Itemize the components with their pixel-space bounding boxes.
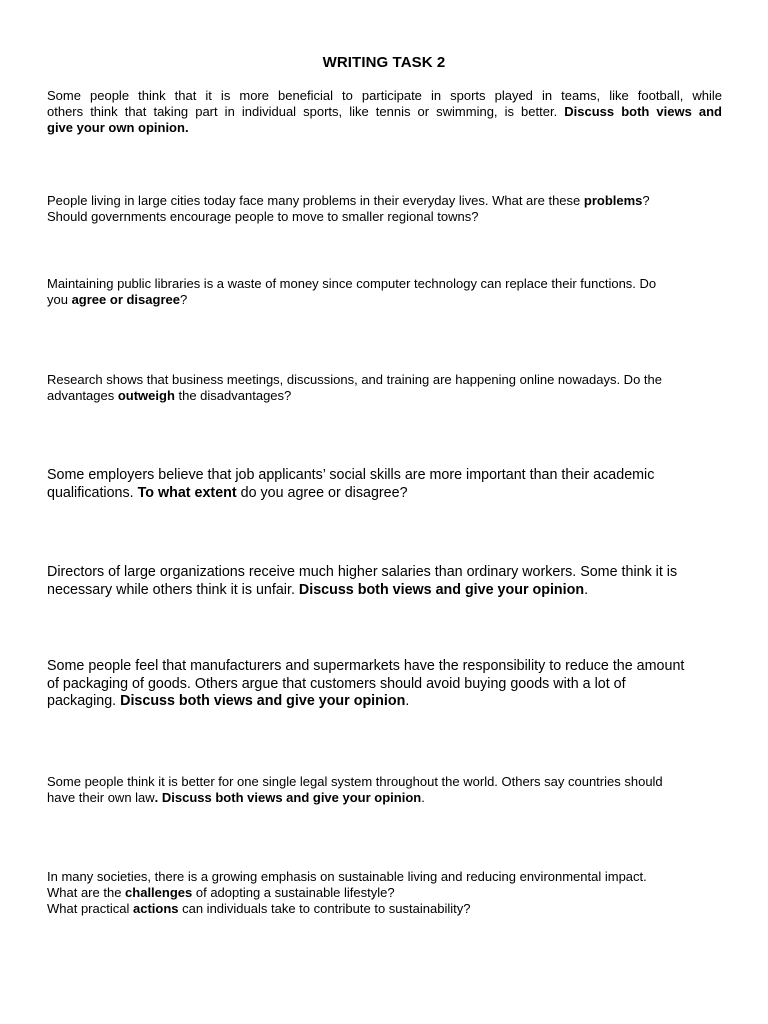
- task-text: Research shows that business meetings, discussions, and training are happening online nowadays. Do the: [47, 372, 662, 387]
- task-text: Some employers believe that job applicants’ social skills are more important than their academic: [47, 467, 655, 483]
- task-line: [47, 104, 722, 120]
- task-line: [47, 467, 722, 485]
- task-line: [47, 372, 722, 388]
- task-keyword: actions: [132, 901, 179, 916]
- task-prompt: [47, 467, 722, 502]
- task-line: [47, 193, 722, 209]
- task-line: [47, 485, 722, 503]
- task-prompt: [47, 564, 722, 599]
- task-text: ?: [179, 292, 188, 307]
- task-prompt: [47, 193, 722, 225]
- task-text: What are the: [47, 885, 126, 900]
- task-instruction: Discuss both views and give your opinion: [120, 693, 406, 709]
- task-instruction: Discuss both views and: [564, 104, 722, 119]
- task-text: Some people think that it is more beneficial to participate in sports played in teams, like football, while: [47, 88, 722, 103]
- task-line: [47, 276, 722, 292]
- task-text: .: [584, 581, 589, 598]
- task-instruction: . Discuss both views and give your opinion: [154, 790, 422, 805]
- task-prompt: [47, 658, 722, 711]
- task-text: What practical: [47, 901, 133, 916]
- task-line: [47, 885, 722, 901]
- task-text: ?: [642, 193, 650, 208]
- task-text: Some people feel that manufacturers and supermarkets have the responsibility to reduce the amount: [47, 658, 685, 674]
- task-line: [47, 88, 722, 104]
- task-text: of packaging of goods. Others argue that customers should avoid buying goods with a lot of: [47, 675, 626, 692]
- task-line: [47, 209, 722, 225]
- task-prompt: [47, 88, 722, 136]
- task-line: [47, 774, 722, 790]
- task-text: Directors of large organizations receive much higher salaries than ordinary workers. Some think it is: [47, 564, 678, 580]
- page-title: WRITING TASK 2: [322, 54, 446, 71]
- task-text: In many societies, there is a growing emphasis on sustainable living and reducing environmental impact.: [47, 869, 647, 884]
- task-keyword: outweigh: [117, 388, 175, 403]
- task-text: .: [421, 790, 425, 805]
- task-text: Should governments encourage people to move to smaller regional towns?: [47, 209, 479, 224]
- task-line: [47, 120, 722, 136]
- task-prompt: [47, 276, 722, 308]
- task-keyword: problems: [583, 193, 643, 208]
- task-instruction: Discuss both views and give your opinion: [298, 581, 585, 598]
- task-prompt: [47, 774, 722, 806]
- task-line: [47, 292, 722, 308]
- task-text: necessary while others think it is unfair.: [47, 581, 299, 598]
- task-line: [47, 676, 722, 694]
- task-line: [47, 564, 722, 582]
- task-text: the disadvantages?: [174, 388, 292, 403]
- task-line: [47, 790, 722, 806]
- task-prompt: [47, 372, 722, 404]
- task-prompt: [47, 869, 722, 917]
- task-text: advantages: [47, 388, 118, 403]
- task-text: can individuals take to contribute to sustainability?: [178, 901, 471, 916]
- task-line: [47, 901, 722, 917]
- task-text: Maintaining public libraries is a waste of money since computer technology can replace their functions. Do: [47, 276, 657, 291]
- task-text: do you agree or disagree?: [236, 484, 408, 501]
- task-line: [47, 693, 722, 711]
- task-line: [47, 869, 722, 885]
- task-text: Some people think it is better for one single legal system throughout the world. Others say countries should: [47, 774, 663, 789]
- task-line: [47, 658, 722, 676]
- task-line: [47, 388, 722, 404]
- task-text: qualifications.: [47, 484, 138, 501]
- task-instruction: give your own opinion.: [47, 120, 189, 135]
- task-text: you: [47, 292, 72, 307]
- task-text: .: [405, 693, 410, 709]
- task-keyword: challenges: [125, 885, 193, 900]
- task-text: People living in large cities today face many problems in their everyday lives. What are these: [47, 193, 584, 208]
- task-text: have their own law: [47, 790, 155, 805]
- task-line: [47, 582, 722, 600]
- task-text: others think that taking part in individual sports, like tennis or swimming, is better.: [47, 104, 565, 119]
- task-text: packaging.: [47, 693, 121, 709]
- task-keyword: To what extent: [137, 484, 237, 501]
- task-text: of adopting a sustainable lifestyle?: [192, 885, 395, 900]
- task-keyword: agree or disagree: [71, 292, 180, 307]
